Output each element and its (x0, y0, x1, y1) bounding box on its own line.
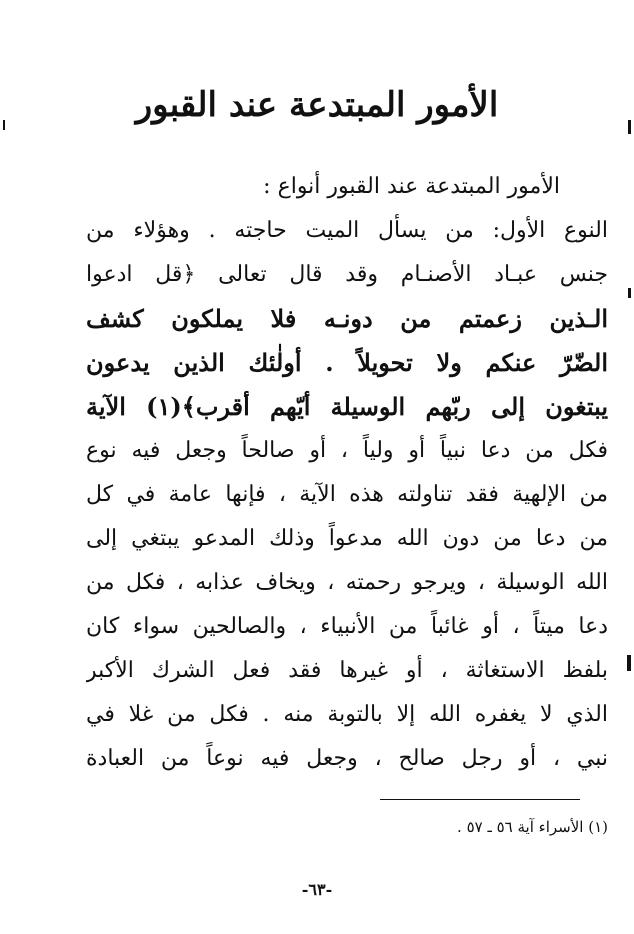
quran-verse-line: الضّرّ عنكم ولا تحويلاً . أولٰئك الذين يدعون (86, 348, 608, 377)
text-line: النوع الأول: من يسأل الميت حاجته . وهؤلاء من (86, 218, 608, 243)
text-line: دعا ميتاً ، أو غائباً من الأنبياء ، والصالحين سواء كان (86, 614, 608, 639)
footnote: (١) الأسراء آية ٥٦ ـ ٥٧ . (457, 818, 608, 836)
text-line: نبي ، أو رجل صالح ، وجعل فيه نوعاً من العبادة (86, 746, 608, 771)
page-body (86, 165, 608, 781)
scan-mark (628, 120, 631, 134)
text-line: من الإلهية فقد تناولته هذه الآية ، فإنها عامة في كل (86, 482, 608, 507)
scan-mark (628, 288, 631, 298)
quran-verse-line: يبتغون إلى ربّهم الوسيلة أيّهم أقرب﴾(١) الآية (86, 392, 608, 421)
page-number: -٦٣- (301, 880, 333, 899)
text-line: الأمور المبتدعة عند القبور أنواع : (263, 174, 560, 199)
scan-mark (3, 120, 5, 130)
text-line: بلفظ الاستغاثة ، أو غيرها فقد فعل الشرك الأكبر (86, 658, 608, 683)
text-line: الذي لا يغفره الله إلا بالتوبة منه . فكل من غلا في (86, 702, 608, 727)
text-line: فكل من دعا نبياً أو ولياً ، أو صالحاً وجعل فيه نوع (86, 438, 608, 463)
quran-verse-line: الـذين زعمتم من دونـه فلا يملكون كشف (86, 304, 608, 333)
scan-mark (627, 655, 631, 671)
page-title: الأمور المبتدعة عند القبور (135, 85, 499, 125)
text-line: من دعا من دون الله مدعواً وذلك المدعو يبتغي إلى (86, 526, 608, 551)
text-line: الله الوسيلة ، ويرجو رحمته ، ويخاف عذابه ، فكل من (86, 570, 608, 595)
footnote-divider (380, 799, 580, 800)
text-line: جنس عبـاد الأصنـام وقد قال تعالى ﴿قل ادعوا (86, 262, 608, 287)
